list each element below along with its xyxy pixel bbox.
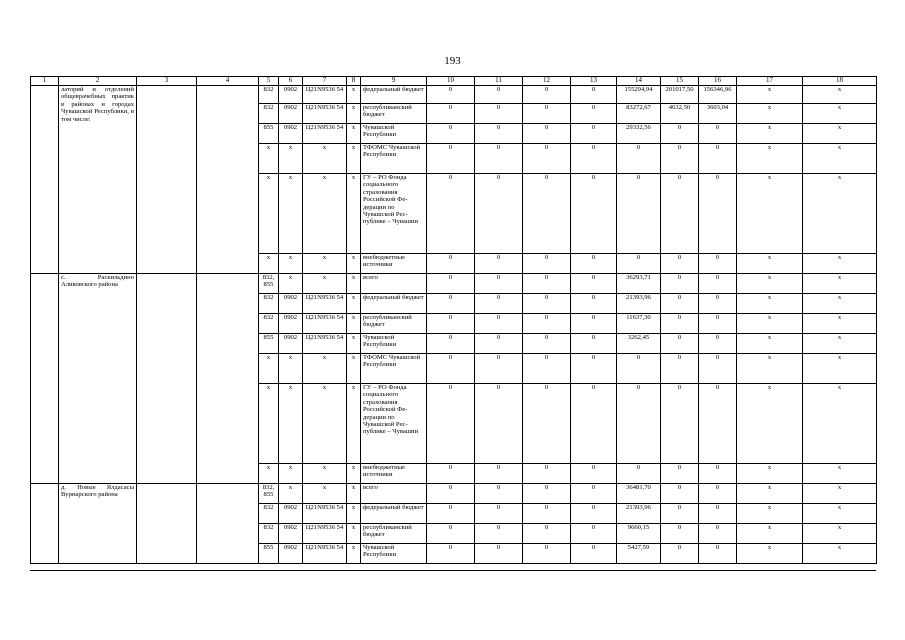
cell-col15: 0: [661, 544, 699, 564]
cell-col16: 0: [699, 524, 737, 544]
cell-col12: 0: [523, 334, 571, 354]
cell-col6: 0902: [279, 544, 303, 564]
cell-col13: 0: [571, 254, 617, 274]
column-number-row: [31, 77, 877, 86]
cell-col13: 0: [571, 314, 617, 334]
cell-col16: 0: [699, 504, 737, 524]
cell-col7: Ц21N9536 54: [303, 104, 347, 124]
cell-col15: 0: [661, 144, 699, 174]
funding-source-cell: всего: [361, 274, 427, 294]
cell-col7: Ц21N9536 54: [303, 504, 347, 524]
cell-col5: 832: [259, 314, 279, 334]
cell-col16: 0: [699, 144, 737, 174]
cell-col8: х: [347, 174, 361, 254]
cell-col6: 0902: [279, 124, 303, 144]
cell-col6: х: [279, 464, 303, 484]
cell-col12: 0: [523, 314, 571, 334]
budget-table: [30, 76, 877, 564]
cell-col6: 0902: [279, 294, 303, 314]
cell-col17: х: [737, 274, 803, 294]
cell-col16: 3603,04: [699, 104, 737, 124]
cell-col12: 0: [523, 544, 571, 564]
cell-col6: 0902: [279, 104, 303, 124]
column-header-14: 14: [617, 77, 661, 86]
cell-col6: 0902: [279, 86, 303, 104]
cell-col10: 0: [427, 144, 475, 174]
cell-col16: 0: [699, 484, 737, 504]
cell-col18: х: [803, 484, 877, 504]
cell-col6: 0902: [279, 334, 303, 354]
cell-col14: 0: [617, 464, 661, 484]
cell-col11: 0: [475, 86, 523, 104]
cell-col12: 0: [523, 504, 571, 524]
cell-col8: х: [347, 254, 361, 274]
funding-source-cell: Чувашской Республики: [361, 124, 427, 144]
cell-col6: х: [279, 144, 303, 174]
cell-col6: 0902: [279, 314, 303, 334]
funding-source-cell: федеральный бюджет: [361, 86, 427, 104]
cell-col7: х: [303, 144, 347, 174]
funding-source-cell: всего: [361, 484, 427, 504]
cell-col8: х: [347, 144, 361, 174]
funding-source-cell: Чувашской Республики: [361, 334, 427, 354]
cell-col6: х: [279, 354, 303, 384]
funding-source-cell: ГУ – РО Фонда социального страхования Российской Федерации по Чувашской Республике – Чувашии: [361, 384, 427, 464]
cell-col11: 0: [475, 254, 523, 274]
cell-col5: х: [259, 464, 279, 484]
column-header-17: 17: [737, 77, 803, 86]
cell-col11: 0: [475, 294, 523, 314]
cell-col17: х: [737, 524, 803, 544]
funding-source-cell: Чувашской Республики: [361, 544, 427, 564]
cell-col16: 0: [699, 174, 737, 254]
cell-col4: [197, 274, 259, 484]
column-header-16: 16: [699, 77, 737, 86]
cell-col4: [197, 86, 259, 274]
cell-col15: 0: [661, 174, 699, 254]
cell-col13: 0: [571, 104, 617, 124]
cell-col12: 0: [523, 124, 571, 144]
column-header-7: 7: [303, 77, 347, 86]
table-bottom-rule: [30, 570, 876, 571]
cell-col11: 0: [475, 524, 523, 544]
cell-col13: 0: [571, 504, 617, 524]
cell-col15: 0: [661, 254, 699, 274]
cell-col8: х: [347, 544, 361, 564]
cell-col7: х: [303, 274, 347, 294]
cell-col18: х: [803, 354, 877, 384]
cell-col18: х: [803, 544, 877, 564]
cell-col16: 0: [699, 334, 737, 354]
cell-col10: 0: [427, 464, 475, 484]
cell-col10: 0: [427, 124, 475, 144]
cell-col10: 0: [427, 524, 475, 544]
funding-source-cell: республиканский бюджет: [361, 314, 427, 334]
cell-col14: 0: [617, 174, 661, 254]
cell-col5: 832, 855: [259, 484, 279, 504]
column-header-1: 1: [31, 77, 59, 86]
cell-col15: 0: [661, 334, 699, 354]
cell-col12: 0: [523, 254, 571, 274]
cell-col12: 0: [523, 174, 571, 254]
cell-col7: х: [303, 464, 347, 484]
cell-col17: х: [737, 86, 803, 104]
cell-col10: 0: [427, 254, 475, 274]
cell-col13: 0: [571, 174, 617, 254]
cell-col17: х: [737, 464, 803, 484]
cell-col14: 36481,70: [617, 484, 661, 504]
cell-col6: х: [279, 254, 303, 274]
cell-col11: 0: [475, 354, 523, 384]
cell-col11: 0: [475, 104, 523, 124]
cell-col14: 29332,56: [617, 124, 661, 144]
cell-col16: 0: [699, 384, 737, 464]
cell-col12: 0: [523, 524, 571, 544]
cell-col10: 0: [427, 294, 475, 314]
cell-col11: 0: [475, 544, 523, 564]
cell-col18: х: [803, 504, 877, 524]
cell-col14: 21393,96: [617, 504, 661, 524]
cell-col17: х: [737, 334, 803, 354]
cell-col17: х: [737, 294, 803, 314]
cell-col16: 0: [699, 544, 737, 564]
cell-col18: х: [803, 174, 877, 254]
cell-col6: х: [279, 384, 303, 464]
cell-col7: х: [303, 174, 347, 254]
cell-col8: х: [347, 354, 361, 384]
cell-col10: 0: [427, 174, 475, 254]
cell-col15: 0: [661, 464, 699, 484]
cell-col7: Ц21N9536 54: [303, 86, 347, 104]
cell-col17: х: [737, 354, 803, 384]
cell-col18: х: [803, 314, 877, 334]
cell-col5: 832: [259, 86, 279, 104]
cell-col10: 0: [427, 314, 475, 334]
cell-col8: х: [347, 334, 361, 354]
cell-col5: 855: [259, 544, 279, 564]
cell-col18: х: [803, 274, 877, 294]
cell-col18: х: [803, 294, 877, 314]
cell-col18: х: [803, 464, 877, 484]
cell-col10: 0: [427, 104, 475, 124]
cell-col16: 0: [699, 124, 737, 144]
cell-col18: х: [803, 86, 877, 104]
cell-col17: х: [737, 314, 803, 334]
cell-col7: х: [303, 354, 347, 384]
cell-col8: х: [347, 384, 361, 464]
cell-col5: 855: [259, 124, 279, 144]
cell-col12: 0: [523, 384, 571, 464]
cell-col8: х: [347, 314, 361, 334]
cell-col8: х: [347, 464, 361, 484]
funding-source-cell: внебюджетные источники: [361, 464, 427, 484]
cell-col13: 0: [571, 334, 617, 354]
cell-col7: Ц21N9536 54: [303, 124, 347, 144]
cell-col14: 155294,94: [617, 86, 661, 104]
cell-col14: 5427,59: [617, 544, 661, 564]
cell-col7: х: [303, 484, 347, 504]
cell-col11: 0: [475, 504, 523, 524]
cell-col14: 0: [617, 354, 661, 384]
cell-col16: 0: [699, 354, 737, 384]
cell-col15: 0: [661, 294, 699, 314]
cell-col17: х: [737, 144, 803, 174]
column-header-5: 5: [259, 77, 279, 86]
cell-col10: 0: [427, 354, 475, 384]
column-header-3: 3: [137, 77, 197, 86]
cell-col6: х: [279, 274, 303, 294]
cell-col15: 0: [661, 354, 699, 384]
cell-col15: 0: [661, 274, 699, 294]
object-name-cell: латорий и отделений общеврачебных практик в районах и городах Чувашской Республики, в том числе:: [59, 86, 137, 274]
cell-col7: Ц21N9536 54: [303, 524, 347, 544]
cell-col13: 0: [571, 544, 617, 564]
cell-col8: х: [347, 124, 361, 144]
table-row: [31, 86, 877, 104]
cell-col17: х: [737, 124, 803, 144]
column-header-4: 4: [197, 77, 259, 86]
cell-col13: 0: [571, 354, 617, 384]
object-name-cell: д. Новые Ялдасасы Вурнарского района: [59, 484, 137, 564]
cell-col18: х: [803, 254, 877, 274]
funding-source-cell: ГУ – РО Фонда социального страхования Российской Федерации по Чувашской Республике – Чувашии: [361, 174, 427, 254]
cell-col14: 0: [617, 254, 661, 274]
cell-col12: 0: [523, 464, 571, 484]
cell-col13: 0: [571, 464, 617, 484]
column-header-15: 15: [661, 77, 699, 86]
cell-col14: 3262,45: [617, 334, 661, 354]
cell-col17: х: [737, 174, 803, 254]
cell-col8: х: [347, 484, 361, 504]
cell-col8: х: [347, 504, 361, 524]
funding-source-cell: федеральный бюджет: [361, 294, 427, 314]
cell-col13: 0: [571, 274, 617, 294]
cell-col17: х: [737, 384, 803, 464]
table-row: [31, 484, 877, 504]
cell-col15: 0: [661, 314, 699, 334]
cell-col13: 0: [571, 484, 617, 504]
cell-col3: [137, 86, 197, 274]
cell-col12: 0: [523, 274, 571, 294]
cell-col8: х: [347, 294, 361, 314]
cell-col11: 0: [475, 484, 523, 504]
cell-col14: 0: [617, 144, 661, 174]
cell-col15: 0: [661, 504, 699, 524]
cell-col7: Ц21N9536 54: [303, 544, 347, 564]
cell-col5: 855: [259, 334, 279, 354]
column-header-8: 8: [347, 77, 361, 86]
cell-col7: Ц21N9536 54: [303, 294, 347, 314]
cell-col11: 0: [475, 274, 523, 294]
cell-col16: 0: [699, 314, 737, 334]
cell-col16: 0: [699, 254, 737, 274]
cell-col5: 832: [259, 294, 279, 314]
cell-col5: х: [259, 254, 279, 274]
cell-col6: х: [279, 174, 303, 254]
cell-col12: 0: [523, 484, 571, 504]
cell-col12: 0: [523, 294, 571, 314]
cell-col14: 11637,30: [617, 314, 661, 334]
cell-col15: 4632,50: [661, 104, 699, 124]
table-row: [31, 274, 877, 294]
table-body: [31, 86, 877, 564]
cell-col10: 0: [427, 86, 475, 104]
cell-col15: 201017,50: [661, 86, 699, 104]
cell-col11: 0: [475, 124, 523, 144]
cell-col14: 36293,71: [617, 274, 661, 294]
cell-col1: [31, 274, 59, 484]
cell-col17: х: [737, 544, 803, 564]
cell-col13: 0: [571, 524, 617, 544]
cell-col18: х: [803, 384, 877, 464]
cell-col17: х: [737, 504, 803, 524]
cell-col7: Ц21N9536 54: [303, 314, 347, 334]
cell-col17: х: [737, 254, 803, 274]
column-header-13: 13: [571, 77, 617, 86]
cell-col12: 0: [523, 104, 571, 124]
cell-col6: х: [279, 484, 303, 504]
page-number: 193: [444, 55, 461, 67]
cell-col17: х: [737, 484, 803, 504]
cell-col5: х: [259, 174, 279, 254]
cell-col8: х: [347, 104, 361, 124]
cell-col10: 0: [427, 334, 475, 354]
funding-source-cell: ТФОМС Чувашской Республики: [361, 144, 427, 174]
cell-col5: х: [259, 384, 279, 464]
cell-col10: 0: [427, 274, 475, 294]
cell-col15: 0: [661, 524, 699, 544]
cell-col5: 832, 855: [259, 274, 279, 294]
cell-col13: 0: [571, 124, 617, 144]
cell-col10: 0: [427, 384, 475, 464]
cell-col10: 0: [427, 484, 475, 504]
cell-col5: 832: [259, 504, 279, 524]
cell-col14: 21393,96: [617, 294, 661, 314]
object-name-cell: с. Раскильдино Аликовского района: [59, 274, 137, 484]
cell-col1: [31, 484, 59, 564]
cell-col3: [137, 484, 197, 564]
cell-col1: [31, 86, 59, 274]
cell-col15: 0: [661, 124, 699, 144]
cell-col15: 0: [661, 384, 699, 464]
cell-col5: х: [259, 354, 279, 384]
funding-source-cell: республиканский бюджет: [361, 104, 427, 124]
cell-col4: [197, 484, 259, 564]
cell-col14: 0: [617, 384, 661, 464]
cell-col18: х: [803, 334, 877, 354]
cell-col11: 0: [475, 464, 523, 484]
cell-col16: 156346,96: [699, 86, 737, 104]
cell-col6: 0902: [279, 524, 303, 544]
cell-col5: 832: [259, 104, 279, 124]
cell-col13: 0: [571, 294, 617, 314]
cell-col11: 0: [475, 384, 523, 464]
column-header-12: 12: [523, 77, 571, 86]
cell-col18: х: [803, 104, 877, 124]
cell-col18: х: [803, 124, 877, 144]
funding-source-cell: внебюджетные источники: [361, 254, 427, 274]
cell-col16: 0: [699, 294, 737, 314]
cell-col3: [137, 274, 197, 484]
cell-col7: х: [303, 254, 347, 274]
funding-source-cell: республиканский бюджет: [361, 524, 427, 544]
column-header-10: 10: [427, 77, 475, 86]
cell-col5: 832: [259, 524, 279, 544]
cell-col6: 0902: [279, 504, 303, 524]
cell-col5: х: [259, 144, 279, 174]
cell-col18: х: [803, 144, 877, 174]
column-header-11: 11: [475, 77, 523, 86]
cell-col11: 0: [475, 314, 523, 334]
cell-col14: 83272,67: [617, 104, 661, 124]
cell-col12: 0: [523, 144, 571, 174]
cell-col11: 0: [475, 144, 523, 174]
cell-col13: 0: [571, 384, 617, 464]
cell-col13: 0: [571, 86, 617, 104]
column-header-2: 2: [59, 77, 137, 86]
cell-col7: Ц21N9536 54: [303, 334, 347, 354]
funding-source-cell: федеральный бюджет: [361, 504, 427, 524]
cell-col10: 0: [427, 544, 475, 564]
cell-col18: х: [803, 524, 877, 544]
cell-col12: 0: [523, 86, 571, 104]
cell-col11: 0: [475, 174, 523, 254]
column-header-6: 6: [279, 77, 303, 86]
cell-col15: 0: [661, 484, 699, 504]
cell-col7: х: [303, 384, 347, 464]
cell-col8: х: [347, 86, 361, 104]
cell-col12: 0: [523, 354, 571, 384]
column-header-9: 9: [361, 77, 427, 86]
funding-source-cell: ТФОМС Чувашской Республики: [361, 354, 427, 384]
cell-col17: х: [737, 104, 803, 124]
cell-col16: 0: [699, 464, 737, 484]
cell-col8: х: [347, 524, 361, 544]
cell-col13: 0: [571, 144, 617, 174]
cell-col16: 0: [699, 274, 737, 294]
cell-col14: 9660,15: [617, 524, 661, 544]
cell-col11: 0: [475, 334, 523, 354]
cell-col8: х: [347, 274, 361, 294]
cell-col10: 0: [427, 504, 475, 524]
column-header-18: 18: [803, 77, 877, 86]
